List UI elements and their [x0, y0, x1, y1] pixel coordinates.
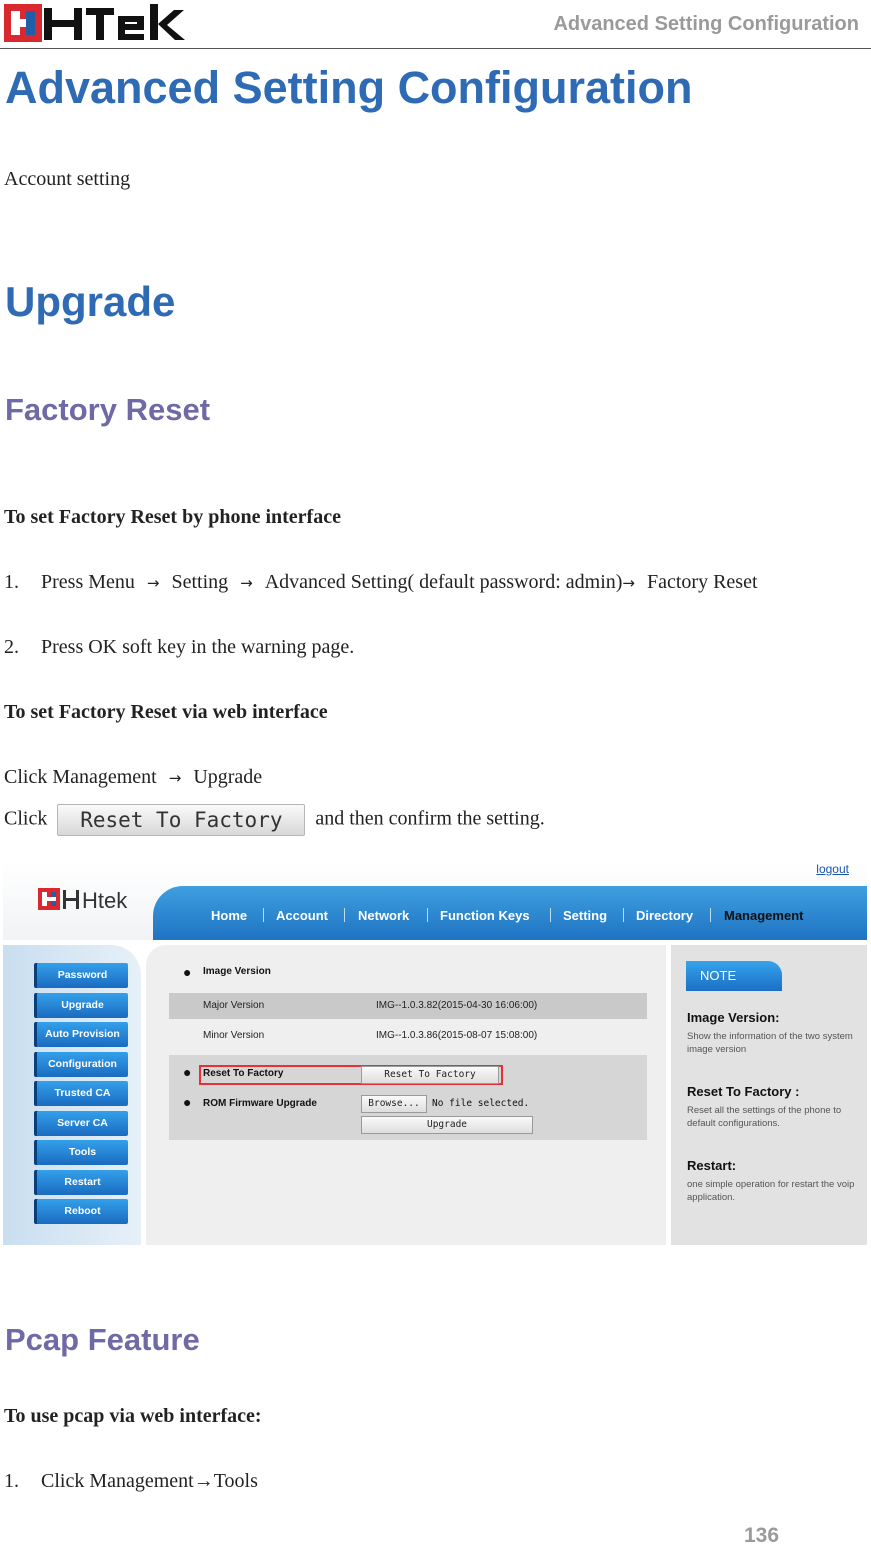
web-ui-screenshot	[3, 860, 867, 1245]
rom-firmware-upgrade-label: ROM Firmware Upgrade	[203, 1098, 317, 1109]
upgrade-text: Upgrade	[193, 766, 263, 788]
reset-to-factory-button[interactable]: Reset To Factory	[57, 804, 305, 836]
click-prefix: Click	[4, 807, 48, 830]
nav-account[interactable]: Account	[276, 908, 328, 923]
htek-logo	[4, 2, 194, 44]
bullet-icon: ●	[183, 964, 192, 980]
image-version-label: Image Version	[203, 966, 271, 977]
header-divider	[0, 48, 871, 49]
phone-interface-intro: To set Factory Reset by phone interface	[4, 506, 341, 528]
sidebar-reboot[interactable]: Reboot	[37, 1199, 128, 1224]
note-tab: NOTE	[686, 961, 782, 991]
nav-network[interactable]: Network	[358, 908, 410, 923]
sidebar-configuration[interactable]: Configuration	[37, 1052, 128, 1077]
running-header: Advanced Setting Configuration	[553, 13, 859, 35]
arrow-icon: →	[146, 574, 160, 592]
upgrade-button[interactable]: Upgrade	[361, 1116, 533, 1134]
account-setting-text: Account setting	[4, 168, 131, 190]
upgrade-heading: Upgrade	[5, 278, 176, 325]
note-text: Show the information of the two system image version	[687, 1031, 853, 1055]
step-part: Advanced Setting( default password: admin)	[264, 571, 623, 593]
note-title: Image Version:	[687, 1010, 780, 1025]
web-interface-intro: To set Factory Reset via web interface	[4, 701, 328, 723]
step-text: Press OK soft key in the warning page.	[41, 636, 355, 658]
note-title: Restart:	[687, 1158, 737, 1173]
nav-separator	[623, 908, 624, 922]
step-part: Press Menu	[41, 571, 135, 593]
pcap-intro: To use pcap via web interface:	[4, 1405, 262, 1427]
step-number: 1.	[4, 1470, 19, 1492]
arrow-icon: →	[240, 574, 253, 592]
major-version-label: Major Version	[203, 1000, 265, 1011]
nav-separator	[427, 908, 428, 922]
sidebar-server-ca[interactable]: Server CA	[37, 1111, 128, 1136]
step-number: 1.	[4, 571, 19, 593]
factory-reset-heading: Factory Reset	[5, 392, 211, 427]
click-management-line	[4, 766, 262, 789]
web-reset-to-factory-button[interactable]: Reset To Factory	[361, 1066, 499, 1084]
nav-management[interactable]: Management	[724, 908, 804, 923]
step-part: Setting	[171, 571, 229, 593]
pcap-step-1	[4, 1470, 258, 1493]
page-title: Advanced Setting Configuration	[5, 62, 693, 113]
nav-separator	[710, 908, 711, 922]
no-file-selected-text: No file selected.	[432, 1098, 530, 1109]
browse-button[interactable]: Browse...	[361, 1095, 427, 1113]
click-reset-line	[4, 804, 545, 836]
arrow-icon: →	[168, 769, 182, 787]
page-number: 136	[744, 1524, 780, 1547]
sidebar-restart[interactable]: Restart	[37, 1170, 128, 1195]
nav-separator	[550, 908, 551, 922]
sidebar-tools[interactable]: Tools	[37, 1140, 128, 1165]
bullet-icon: ●	[183, 1064, 192, 1080]
nav-function-keys[interactable]: Function Keys	[440, 908, 530, 923]
note-text: Reset all the settings of the phone to default configurations.	[687, 1105, 842, 1129]
minor-version-label: Minor Version	[203, 1030, 265, 1041]
arrow-icon: →	[622, 574, 635, 592]
major-version-value: IMG--1.0.3.82(2015-04-30 16:06:00)	[376, 1000, 538, 1011]
logout-link[interactable]: logout	[816, 862, 849, 876]
note-title: Reset To Factory :	[687, 1084, 800, 1099]
bullet-icon: ●	[183, 1094, 192, 1110]
sidebar-password[interactable]: Password	[37, 963, 128, 988]
step-1	[4, 571, 758, 594]
nav-home[interactable]: Home	[211, 908, 248, 923]
nav-setting[interactable]: Setting	[563, 908, 608, 923]
minor-version-value: IMG--1.0.3.86(2015-08-07 15:08:00)	[376, 1030, 538, 1041]
step-text: Click Management	[41, 1470, 194, 1492]
note-text: one simple operation for restart the voip application.	[687, 1179, 855, 1203]
nav-separator	[344, 908, 345, 922]
step-text: Tools	[213, 1470, 258, 1492]
sidebar-upgrade[interactable]: Upgrade	[37, 993, 128, 1018]
sidebar-auto-provision[interactable]: Auto Provision	[37, 1022, 128, 1047]
web-htek-logo	[38, 886, 148, 912]
reset-to-factory-label: Reset To Factory	[203, 1068, 284, 1079]
arrow-icon: →	[193, 1470, 214, 1492]
nav-separator	[263, 908, 264, 922]
web-logo-text: Htek	[82, 888, 128, 912]
click-suffix: and then confirm the setting.	[315, 807, 545, 830]
step-part: Factory Reset	[646, 571, 758, 593]
step-2	[4, 636, 354, 659]
sidebar-trusted-ca[interactable]: Trusted CA	[37, 1081, 128, 1106]
nav-directory[interactable]: Directory	[636, 908, 694, 923]
click-management-text: Click Management	[4, 766, 157, 788]
step-number: 2.	[4, 636, 19, 658]
pcap-feature-heading: Pcap Feature	[5, 1322, 200, 1357]
